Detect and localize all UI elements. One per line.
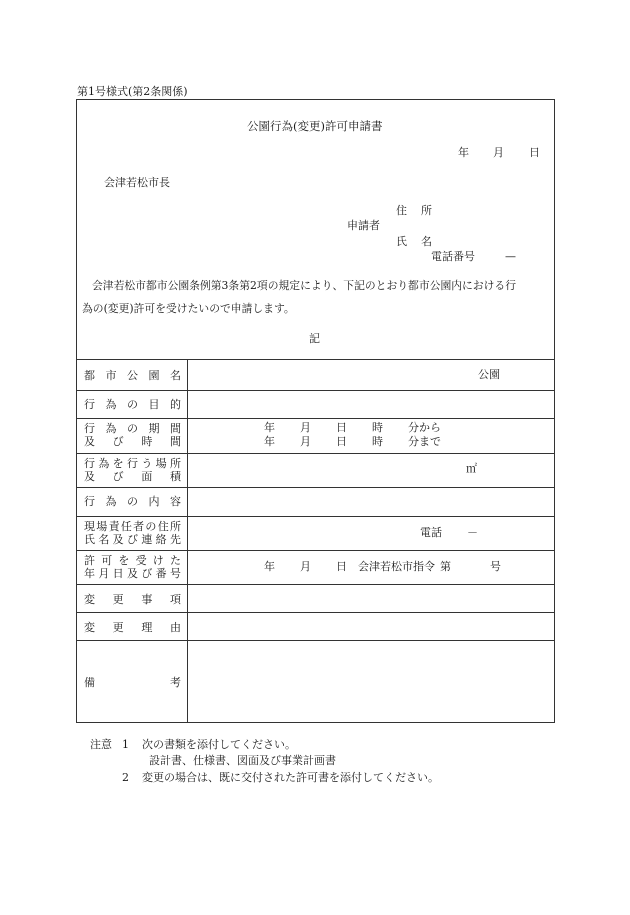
note-1-number: 1 bbox=[122, 738, 129, 751]
applicant-phone-dash: — bbox=[505, 250, 516, 263]
row-period-label: 行 為 の 期 間 及 び 時 間 bbox=[84, 422, 181, 448]
period-from: 年 月 日 時 分から bbox=[264, 421, 441, 434]
note-2-number: 2 bbox=[122, 771, 129, 784]
row-content-label: 行 為 の 内 容 bbox=[84, 495, 181, 508]
permit-date-number: 年 月 日 会津若松市指令 第 号 bbox=[264, 560, 501, 573]
notes-heading: 注意 bbox=[90, 738, 112, 751]
form-number: 第1号様式(第2条関係) bbox=[77, 85, 188, 98]
row-change-reason-label: 変 更 理 由 bbox=[84, 621, 181, 634]
application-form bbox=[76, 99, 555, 723]
applicant-address-label: 住 所 bbox=[396, 204, 432, 217]
site-manager-phone-label: 電話 bbox=[420, 526, 442, 539]
note-1-text: 次の書類を添付してください。 bbox=[142, 738, 296, 751]
row-purpose-label: 行 為 の 目 的 bbox=[84, 398, 181, 411]
row-location-area-label: 行 為 を 行 う 場 所 及 び 面 積 bbox=[84, 457, 181, 483]
row-change-items-label: 変 更 事 項 bbox=[84, 593, 181, 606]
ki-label: 記 bbox=[309, 332, 320, 345]
row-site-manager-label: 現 場 責 任 者 の 住 所 氏 名 及 び 連 絡 先 bbox=[84, 520, 181, 546]
row-remarks-label: 備 考 bbox=[84, 676, 181, 689]
applicant-phone-label: 電話番号 bbox=[431, 250, 475, 263]
note-2-text: 変更の場合は、既に交付された許可書を添付してください。 bbox=[142, 771, 439, 784]
body-text-line-2: 為の(変更)許可を受けたいので申請します。 bbox=[82, 302, 295, 315]
period-to: 年 月 日 時 分まで bbox=[264, 435, 441, 448]
row-permit-label: 許 可 を 受 け た 年 月 日 及 び 番 号 bbox=[84, 554, 181, 580]
note-1-detail: 設計書、仕様書、図面及び事業計画書 bbox=[149, 754, 336, 767]
applicant-name-label: 氏 名 bbox=[396, 235, 432, 248]
applicant-label: 申請者 bbox=[347, 219, 380, 232]
date-day: 日 bbox=[529, 146, 540, 159]
site-manager-phone-dash: － bbox=[467, 526, 478, 539]
date-month: 月 bbox=[493, 146, 504, 159]
area-unit: ㎡ bbox=[466, 462, 477, 475]
park-name-suffix: 公園 bbox=[478, 368, 500, 381]
body-text-line-1: 会津若松市都市公園条例第3条第2項の規定により、下記のとおり都市公園内における行 bbox=[92, 279, 517, 292]
date-year: 年 bbox=[458, 146, 469, 159]
addressee: 会津若松市長 bbox=[104, 176, 170, 189]
row-park-name-label: 都 市 公 園 名 bbox=[84, 369, 181, 382]
form-title: 公園行為(変更)許可申請書 bbox=[247, 119, 383, 133]
